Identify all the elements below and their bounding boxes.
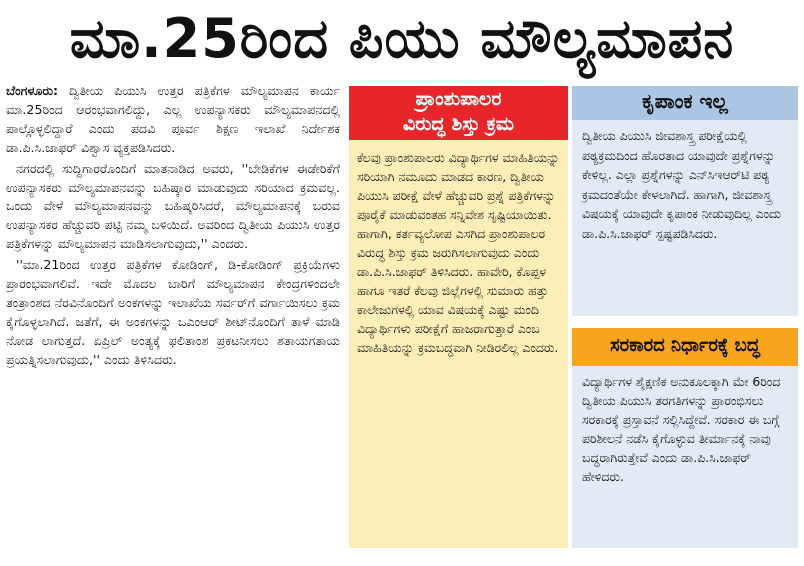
main-article <box>6 82 340 560</box>
article-paragraph-2: ನಗರದಲ್ಲಿ ಸುದ್ದಿಗಾರರೊಂದಿಗೆ ಮಾತನಾಡಿದ ಅವರು, ''ಬೇಡಿಕೆಗಳ ಈಡೇರಿಕೆಗೆ ಉಪನ್ಯಾಸಕರು ಮೌಲ್ಯಮಾಪನವನ್ನು ಬಹಿಷ್ಕಾರ ಮಾಡುವುದು ಸರಿಯಾದ ಕ್ರಮವಲ್ಲ. ಒಂದು ವೇಳೆ ಮೌಲ್ಯಮಾಪನವನ್ನು ಬಹಿಷ್ಕರಿಸಿದರೆ, ಮೌಲ್ಯಮಾಪನಕ್ಕೆ ಬರುವ ಉಪನ್ಯಾಸಕರ ಹೆಚ್ಚುವರಿ ಪಟ್ಟಿ ನಮ್ಮ ಬಳಿಯಿದೆ. ಅವರಿಂದ ದ್ವಿತೀಯ ಪಿಯುಸಿ ಉತ್ತರ ಪತ್ರಿಕೆಗಳನ್ನು ಮೌಲ್ಯಮಾಪನ ಮಾಡಿಸಲಾಗುವುದು,'' ಎಂದರು. <box>6 160 340 252</box>
grace-marks-text: ದ್ವಿತೀಯ ಪಿಯುಸಿ ಜೀವಶಾಸ್ತ್ರ ಪರೀಕ್ಷೆಯಲ್ಲಿ ಪಠ್ಯಕ್ರಮದಿಂದ ಹೊರತಾದ ಯಾವುದೇ ಪ್ರಶ್ನೆಗಳನ್ನು ಕೇಳಿಲ್ಲ. ಎಲ್ಲಾ ಪ್ರಶ್ನೆಗಳನ್ನು ಎನ್‌ಸಿಇಆರ್‌ಟಿ ಪಠ್ಯ ಕ್ರಮದಂತೆಯೇ ಕೇಳಲಾಗಿದೆ. ಹಾಗಾಗಿ, ಜೀವಶಾಸ್ತ್ರ ವಿಷಯಕ್ಕೆ ಯಾವುದೇ ಕೃಪಾಂಕ ನೀಡುವುದಿಲ್ಲ ಎಂದು ಡಾ.ಪಿ.ಸಿ.ಜಾಫರ್ ಸ್ಪಷ್ಟಪಡಿಸಿದರು. <box>582 128 781 241</box>
headline: ಮಾ.25ರಿಂದ ಪಿಯು ಮೌಲ್ಯಮಾಪನ <box>69 7 735 70</box>
principal-action-body <box>349 140 568 548</box>
government-decision-text: ವಿದ್ಯಾರ್ಥಿಗಳ ಶೈಕ್ಷಣಿಕ ಅನುಕೂಲಕ್ಕಾಗಿ ಮೇ 6ರಿಂದ ದ್ವಿತೀಯ ಪಿಯುಸಿ ತರಗತಿಗಳನ್ನು ಪ್ರಾರಂಭಿಸಲು ಸರಕಾರಕ್ಕೆ ಪ್ರಸ್ತಾವನೆ ಸಲ್ಲಿಸಿದ್ದೇವೆ. ಸರಕಾರ ಈ ಬಗ್ಗೆ ಪರಿಶೀಲನೆ ನಡೆಸಿ ಕೈಗೊಳ್ಳುವ ತೀರ್ಮಾನಕ್ಕೆ ನಾವು ಬದ್ಧರಾಗಿರುತ್ತೇವೆ ಎಂದು ಡಾ.ಪಿ.ಸಿ.ಜಾಫರ್ ಹೇಳಿದರು. <box>582 374 781 484</box>
grace-marks-title: ಕೃಪಾಂಕ ಇಲ್ಲ <box>572 86 798 120</box>
government-decision-title: ಸರಕಾರದ ನಿರ್ಧಾರಕ್ಕೆ ಬದ್ಧ <box>572 328 798 366</box>
principal-action-title-line1: ಪ್ರಾಂಶುಪಾಲರ <box>415 88 502 110</box>
grace-marks-body <box>572 120 798 316</box>
dateline: ಬೆಂಗಳೂರು: <box>6 83 59 98</box>
principal-action-text: ಕೆಲವು ಪ್ರಾಂಶುಪಾಲರು ವಿದ್ಯಾರ್ಥಿಗಳ ಮಾಹಿತಿಯನ್ನು ಸರಿಯಾಗಿ ನಮೂದು ಮಾಡದ ಕಾರಣ, ದ್ವಿತೀಯ ಪಿಯುಸಿ ಪರೀಕ್ಷೆ ವೇಳೆ ಹೆಚ್ಚುವರಿ ಪ್ರಶ್ನೆ ಪತ್ರಿಕೆಗಳನ್ನು ಪೂರೈಕೆ ಮಾಡುವಂತಹ ಸನ್ನಿವೇಶ ಸೃಷ್ಟಿಯಾಯಿತು. ಹಾಗಾಗಿ, ಕರ್ತವ್ಯಲೋಪ ಎಸಗಿದ ಪ್ರಾಂಶುಪಾಲರ ವಿರುದ್ಧ ಶಿಸ್ತು ಕ್ರಮ ಜರುಗಿಸಲಾಗುವುದು ಎಂದು ಡಾ.ಪಿ.ಸಿ.ಜಾಫರ್ ತಿಳಿಸಿದರು. ಹಾವೇರಿ, ಕೊಪ್ಪಳ ಹಾಗೂ ಇತರೆ ಕೆಲವು ಜಿಲ್ಲೆಗಳಲ್ಲಿ ಸುಮಾರು ಹತ್ತು ಕಾಲೇಜುಗಳಲ್ಲಿ ಯಾವ ವಿಷಯಕ್ಕೆ ಎಷ್ಟು ಮಂದಿ ವಿದ್ಯಾರ್ಥಿಗಳು ಪರೀಕ್ಷೆಗೆ ಹಾಜರಾಗುತ್ತಾರೆ ಎಂಬ ಮಾಹಿತಿಯನ್ನು ಕ್ರಮಬದ್ಧವಾಗಿ ನೀಡಿರಲಿಲ್ಲ ಎಂದರು. <box>357 150 560 355</box>
right-column <box>572 86 798 548</box>
article-paragraph-3: ''ಮಾ.21ರಿಂದ ಉತ್ತರ ಪತ್ರಿಕೆಗಳ ಕೋಡಿಂಗ್, ಡಿ-ಕೋಡಿಂಗ್ ಪ್ರಕ್ರಿಯೆಗಳು ಪ್ರಾರಂಭವಾಗಲಿವೆ. ಇದೇ ಮೊದಲ ಬಾರಿಗೆ ಮೌಲ್ಯಮಾಪನ ಕೇಂದ್ರಗಳಿಂದಲೇ ತಂತ್ರಾಂಶದ ನೆರವಿನೊಂದಿಗೆ ಅಂಕಗಳನ್ನು ಇಲಾಖೆಯ ಸರ್ವರ್‌ಗೆ ವರ್ಗಾಯಿಸಲು ಕ್ರಮ ಕೈಗೊಳ್ಳಲಾಗಿದೆ. ಜತೆಗೆ, ಈ ಅಂಕಗಳನ್ನು ಒಎಂಆರ್ ಶೀಟ್‌ನೊಂದಿಗೆ ತಾಳೆ ಮಾಡಿ ನೋಡ ಲಾಗುತ್ತದೆ. ಏಪ್ರಿಲ್ ಅಂತ್ಯಕ್ಕೆ ಫಲಿತಾಂಶ ಪ್ರಕಟನೀಸಲು ಶತಾಯಗತಾಯ ಪ್ರಯತ್ನಿಸಲಾಗುವುದು,'' ಎಂದು ತಿಳಿಸಿದರು. <box>6 257 340 367</box>
government-decision-body <box>572 366 798 548</box>
principal-action-title <box>349 86 568 140</box>
principal-action-title-line2: ವಿರುದ್ಧ ಶಿಸ್ತು ಕ್ರಮ <box>403 113 514 135</box>
article-paragraph-1 <box>6 82 340 158</box>
paragraph-1-text: ದ್ವಿತೀಯ ಪಿಯುಸಿ ಉತ್ತರ ಪತ್ರಿಕೆಗಳ ಮೌಲ್ಯಮಾಪನ ಕಾರ್ಯ ಮಾ.25ರಿಂದ ಆರಂಭವಾಗಲಿದ್ದು, ಎಲ್ಲ ಉಪನ್ಯಾಸಕರು ಮೌಲ್ಯಮಾಪನದಲ್ಲಿ ಪಾಲ್ಗೊಳ್ಳಲಿದ್ದಾರೆ ಎಂದು ಪದವಿ ಪೂರ್ವ ಶಿಕ್ಷಣ ಇಲಾಖೆ ನಿರ್ದೇಶಕ ಡಾ.ಪಿ.ಸಿ.ಜಾಫರ್ ವಿಶ್ವಾಸ ವ್ಯಕ್ತಪಡಿಸಿದರು. <box>6 83 340 155</box>
principal-action-box <box>349 86 568 548</box>
